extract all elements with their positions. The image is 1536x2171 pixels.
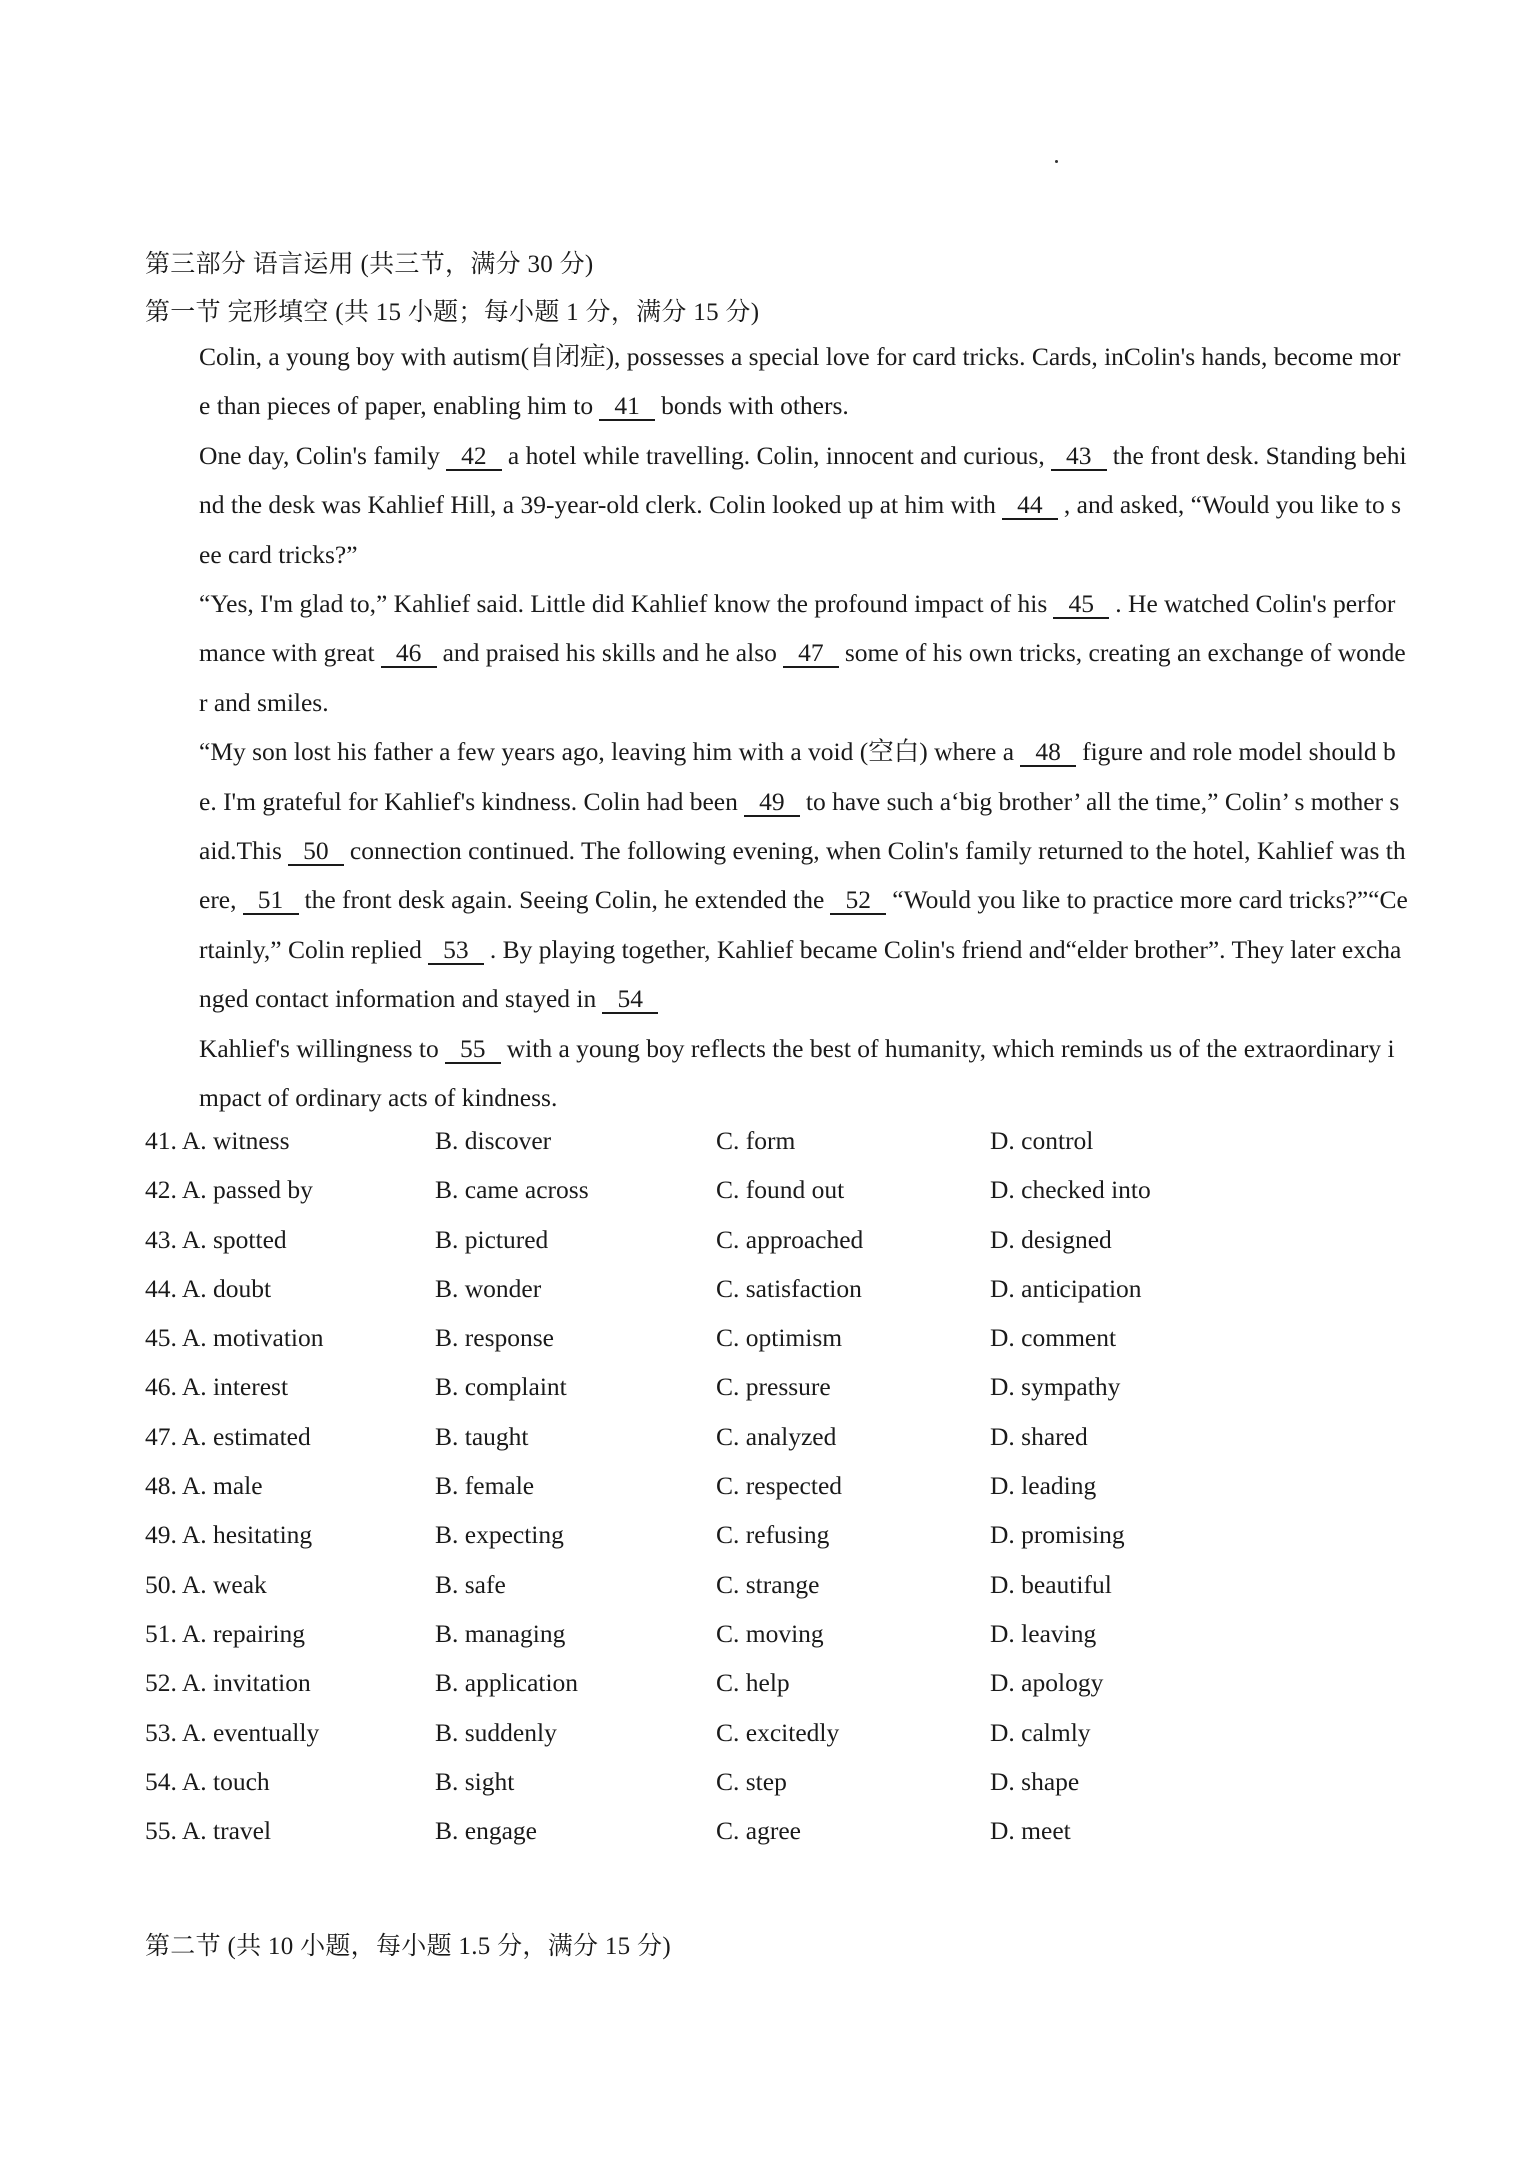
blank-53: 53 <box>428 937 484 965</box>
option-a: A. motivation <box>181 1323 324 1353</box>
option-b: B. came across <box>435 1175 589 1205</box>
question-option-a <box>145 1422 311 1452</box>
question-number: 49. <box>145 1520 177 1550</box>
option-b: B. safe <box>435 1569 506 1599</box>
option-a: A. interest <box>181 1372 289 1402</box>
passage-text: a hotel while travelling. Colin, innocent and curious, <box>507 440 1045 470</box>
question-row <box>145 1274 1245 1323</box>
question-row <box>145 1471 1245 1520</box>
passage-text: . He watched Colin's performance with great <box>199 589 1396 668</box>
question-number: 45. <box>145 1323 177 1353</box>
option-a: A. witness <box>181 1126 290 1155</box>
question-option-a <box>145 1274 271 1304</box>
question-option-a <box>145 1175 313 1205</box>
option-c: C. moving <box>716 1618 824 1648</box>
option-a: A. invitation <box>181 1668 311 1698</box>
question-option-a <box>145 1668 311 1698</box>
question-number: 48. <box>145 1471 177 1501</box>
passage-text: with a young boy reflects the best of humanity, which reminds us of the extraordinary impact of ordinary acts of kindness. <box>199 1033 1395 1113</box>
passage-paragraph-3 <box>143 579 1409 727</box>
question-option-a <box>145 1126 290 1156</box>
option-b: B. taught <box>435 1421 529 1451</box>
question-row <box>145 1570 1245 1619</box>
blank-41: 41 <box>599 393 655 421</box>
blank-48: 48 <box>1020 739 1076 767</box>
passage-text: to have such a‘big brother’ all the time,” Colin’ s mother said.This <box>199 786 1400 866</box>
question-option-a <box>145 1323 324 1353</box>
question-number: 41. <box>145 1126 177 1155</box>
option-b: B. response <box>435 1323 554 1353</box>
passage-paragraph-2 <box>143 431 1409 579</box>
option-c: C. found out <box>716 1175 845 1205</box>
option-a: A. male <box>181 1471 263 1501</box>
question-option-a <box>145 1816 271 1846</box>
option-d: D. leading <box>990 1471 1097 1501</box>
part-title: 第三部分 语言运用 (共三节，满分 30 分) <box>145 251 594 278</box>
option-d: D. comment <box>990 1323 1117 1353</box>
option-a: A. estimated <box>181 1421 311 1451</box>
question-number: 54. <box>145 1766 177 1796</box>
option-b: B. female <box>435 1471 535 1501</box>
passage-text: “My son lost his father a few years ago, leaving him with a void (空白) where a <box>199 737 1015 767</box>
question-row <box>145 1225 1245 1274</box>
blank-42: 42 <box>446 443 502 471</box>
option-a: A. doubt <box>181 1273 272 1303</box>
stray-mark <box>1055 160 1058 163</box>
passage-paragraph-4 <box>143 727 1409 1023</box>
question-row <box>145 1422 1245 1471</box>
blank-52: 52 <box>830 887 886 915</box>
blank-54: 54 <box>602 986 658 1014</box>
question-number: 43. <box>145 1224 177 1254</box>
option-a: A. travel <box>181 1816 272 1846</box>
option-a: A. hesitating <box>181 1520 313 1550</box>
passage-text: the front desk again. Seeing Colin, he extended the <box>304 885 825 915</box>
question-number: 55. <box>145 1816 177 1846</box>
option-a: A. spotted <box>181 1224 287 1254</box>
blank-49: 49 <box>744 789 800 817</box>
option-d: D. meet <box>990 1816 1071 1846</box>
question-number: 51. <box>145 1618 177 1648</box>
question-row <box>145 1668 1245 1717</box>
passage-paragraph-1 <box>143 332 1409 431</box>
option-d: D. anticipation <box>990 1273 1142 1303</box>
option-b: B. managing <box>435 1618 566 1648</box>
question-option-a <box>145 1520 312 1550</box>
passage-paragraph-5 <box>143 1024 1409 1123</box>
option-a: A. touch <box>181 1766 270 1796</box>
option-b: B. application <box>435 1668 579 1698</box>
option-c: C. respected <box>716 1471 843 1501</box>
question-option-a <box>145 1619 305 1649</box>
option-c: C. strange <box>716 1569 820 1599</box>
passage-text: the front desk. Standing behind the desk was Kahlief Hill, a 39-year-old clerk. Colin looked up at him with <box>199 440 1407 520</box>
passage-text: and praised his skills and he also <box>442 638 777 668</box>
blank-46: 46 <box>381 640 437 668</box>
option-d: D. shared <box>990 1421 1088 1451</box>
option-b: B. suddenly <box>435 1717 557 1747</box>
question-row <box>145 1323 1245 1372</box>
question-row <box>145 1718 1245 1767</box>
passage-text: . By playing together, Kahlief became Colin's friend and“elder brother”. They later exchanged contact information and stayed in <box>199 934 1402 1014</box>
option-b: B. expecting <box>435 1520 564 1550</box>
question-row <box>145 1372 1245 1421</box>
question-option-a <box>145 1718 319 1748</box>
passage-text: figure and role model should be. I'm grateful for Kahlief's kindness. Colin had been <box>199 737 1396 816</box>
passage-text: One day, Colin's family <box>199 440 440 470</box>
option-c: C. satisfaction <box>716 1273 862 1303</box>
option-d: D. control <box>990 1126 1094 1155</box>
option-d: D. shape <box>990 1766 1080 1796</box>
question-row <box>145 1126 1245 1175</box>
blank-43: 43 <box>1051 443 1107 471</box>
option-b: B. wonder <box>435 1273 542 1303</box>
section2-title: 第二节 (共 10 小题，每小题 1.5 分，满分 15 分) <box>145 1933 671 1960</box>
blank-50: 50 <box>288 838 344 866</box>
passage-text: Kahlief's willingness to <box>199 1033 439 1063</box>
question-row <box>145 1520 1245 1569</box>
question-number: 50. <box>145 1569 177 1599</box>
option-c: C. analyzed <box>716 1421 837 1451</box>
option-d: D. beautiful <box>990 1569 1112 1599</box>
option-d: D. designed <box>990 1224 1112 1254</box>
option-d: D. leaving <box>990 1618 1097 1648</box>
question-number: 53. <box>145 1717 177 1747</box>
option-d: D. sympathy <box>990 1372 1121 1402</box>
option-c: C. pressure <box>716 1372 831 1402</box>
question-number: 44. <box>145 1273 177 1303</box>
blank-51: 51 <box>243 887 299 915</box>
question-option-a <box>145 1225 287 1255</box>
question-number: 52. <box>145 1668 177 1698</box>
option-c: C. excitedly <box>716 1717 840 1747</box>
question-row <box>145 1816 1245 1865</box>
option-c: C. step <box>716 1766 787 1796</box>
answer-options <box>145 1126 1245 1865</box>
blank-44: 44 <box>1002 492 1058 520</box>
blank-45: 45 <box>1053 591 1109 619</box>
question-option-a <box>145 1767 270 1797</box>
section1-title: 第一节 完形填空 (共 15 小题；每小题 1 分，满分 15 分) <box>145 299 760 326</box>
option-a: A. weak <box>181 1569 267 1599</box>
question-number: 42. <box>145 1175 177 1205</box>
option-b: B. engage <box>435 1816 537 1846</box>
question-option-a <box>145 1570 267 1600</box>
option-d: D. apology <box>990 1668 1104 1698</box>
option-a: A. passed by <box>181 1175 313 1205</box>
passage-text: “Yes, I'm glad to,” Kahlief said. Little did Kahlief know the profound impact of his <box>199 589 1048 619</box>
question-row <box>145 1619 1245 1668</box>
option-b: B. discover <box>435 1126 552 1155</box>
option-c: C. refusing <box>716 1520 830 1550</box>
question-row <box>145 1767 1245 1816</box>
passage-text: “Would you like to practice more card tricks?”“Certainly,” Colin replied <box>199 885 1408 964</box>
passage-text: , and asked, “Would you like to see card tricks?” <box>199 490 1402 569</box>
question-option-a <box>145 1471 263 1501</box>
option-c: C. approached <box>716 1224 864 1254</box>
option-b: B. pictured <box>435 1224 549 1254</box>
option-d: D. promising <box>990 1520 1125 1550</box>
option-a: A. eventually <box>181 1717 320 1747</box>
blank-55: 55 <box>445 1036 501 1064</box>
option-b: B. complaint <box>435 1372 567 1402</box>
question-number: 46. <box>145 1372 177 1402</box>
option-c: C. optimism <box>716 1323 843 1353</box>
passage-text: Colin, a young boy with autism(自闭症), possesses a special love for card tricks. Cards, inColin's hands, become more than pieces of paper, enabling him to <box>199 342 1401 421</box>
option-d: D. calmly <box>990 1717 1091 1747</box>
passage-text: some of his own tricks, creating an exchange of wonder and smiles. <box>199 638 1406 717</box>
blank-47: 47 <box>783 640 839 668</box>
option-c: C. help <box>716 1668 790 1698</box>
option-c: C. form <box>716 1126 796 1155</box>
option-a: A. repairing <box>181 1618 306 1648</box>
cloze-passage <box>143 332 1409 1123</box>
question-option-a <box>145 1372 288 1402</box>
option-c: C. agree <box>716 1816 801 1846</box>
passage-text: connection continued. The following evening, when Colin's family returned to the hotel, Kahlief was there, <box>199 836 1406 915</box>
question-number: 47. <box>145 1421 177 1451</box>
question-row <box>145 1175 1245 1224</box>
option-d: D. checked into <box>990 1175 1151 1205</box>
option-b: B. sight <box>435 1766 515 1796</box>
passage-text: bonds with others. <box>661 391 849 421</box>
